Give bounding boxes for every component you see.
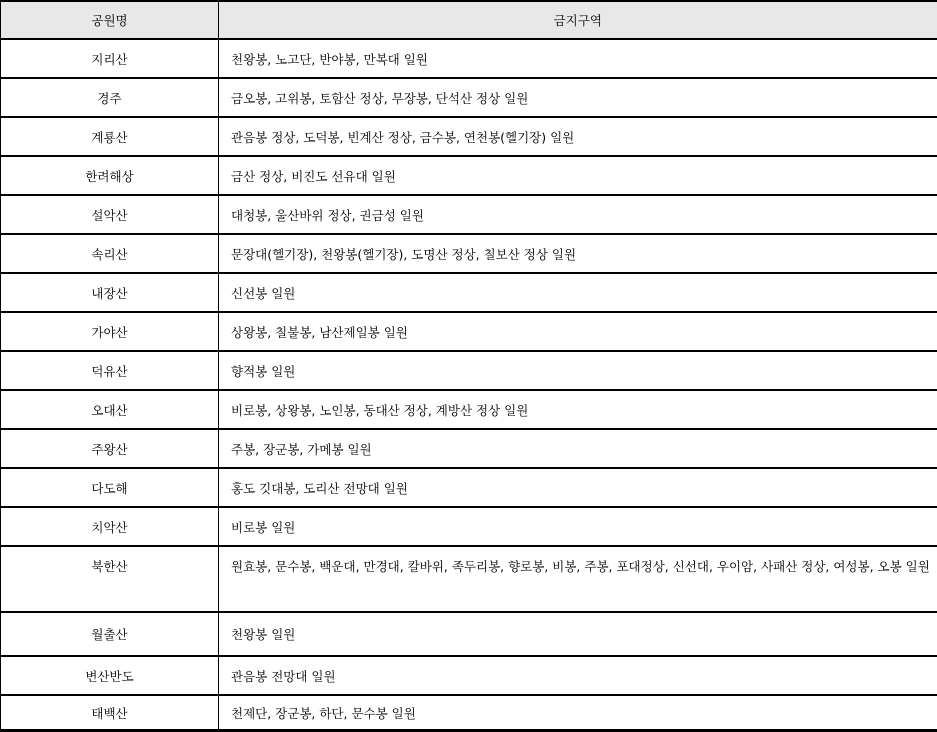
restricted-area-cell: 원효봉, 문수봉, 백운대, 만경대, 칼바위, 족두리봉, 향로봉, 비봉, 주봉, 포대정상, 신선대, 우이암, 사패산 정상, 여성봉, 오봉 일원 [219,546,937,612]
restricted-area-cell: 향적봉 일원 [219,351,937,390]
restricted-area-cell: 대청봉, 울산바위 정상, 권금성 일원 [219,195,937,234]
table-row [1,117,937,156]
restricted-area-header: 금지구역 [219,1,937,39]
table-row [1,273,937,312]
park-name-cell: 한려해상 [1,156,219,195]
table-row [1,156,937,195]
restricted-area-cell: 비로봉 일원 [219,507,937,546]
restricted-area-cell: 관음봉 전망대 일원 [219,656,937,695]
restricted-area-cell: 상왕봉, 칠불봉, 남산제일봉 일원 [219,312,937,351]
park-name-cell: 치악산 [1,507,219,546]
table-row [1,351,937,390]
table-row [1,695,937,731]
restricted-area-cell: 관음봉 정상, 도덕봉, 빈계산 정상, 금수봉, 연천봉(헬기장) 일원 [219,117,937,156]
park-name-cell: 오대산 [1,390,219,429]
park-name-cell: 변산반도 [1,656,219,695]
restricted-area-cell: 금산 정상, 비진도 선유대 일원 [219,156,937,195]
header-row [1,1,937,39]
park-name-cell: 북한산 [1,546,219,612]
table-row [1,656,937,695]
park-name-cell: 월출산 [1,612,219,656]
park-name-cell: 설악산 [1,195,219,234]
table-row [1,429,937,468]
restricted-area-cell: 천왕봉, 노고단, 반야봉, 만복대 일원 [219,39,937,78]
table-header [1,1,937,39]
restricted-area-cell: 천제단, 장군봉, 하단, 문수봉 일원 [219,695,937,731]
table-row [1,312,937,351]
restricted-area-cell: 금오봉, 고위봉, 토함산 정상, 무장봉, 단석산 정상 일원 [219,78,937,117]
park-name-cell: 속리산 [1,234,219,273]
table-body [1,39,937,731]
table-row [1,546,937,612]
restricted-area-cell: 비로봉, 상왕봉, 노인봉, 동대산 정상, 계방산 정상 일원 [219,390,937,429]
park-name-cell: 내장산 [1,273,219,312]
park-name-cell: 지리산 [1,39,219,78]
table-row [1,468,937,507]
park-name-cell: 주왕산 [1,429,219,468]
restricted-area-cell: 문장대(헬기장), 천왕봉(헬기장), 도명산 정상, 칠보산 정상 일원 [219,234,937,273]
table-row [1,195,937,234]
table-row [1,507,937,546]
park-name-cell: 경주 [1,78,219,117]
restricted-area-cell: 신선봉 일원 [219,273,937,312]
park-name-cell: 태백산 [1,695,219,731]
park-name-header: 공원명 [1,1,219,39]
table-row [1,78,937,117]
restricted-area-cell: 홍도 깃대봉, 도리산 전망대 일원 [219,468,937,507]
park-name-cell: 덕유산 [1,351,219,390]
restricted-area-cell: 천왕봉 일원 [219,612,937,656]
table-row [1,612,937,656]
table-row [1,234,937,273]
table-row [1,39,937,78]
park-name-cell: 다도해 [1,468,219,507]
restricted-area-cell: 주봉, 장군봉, 가메봉 일원 [219,429,937,468]
park-name-cell: 가야산 [1,312,219,351]
park-name-cell: 계룡산 [1,117,219,156]
table-row [1,390,937,429]
